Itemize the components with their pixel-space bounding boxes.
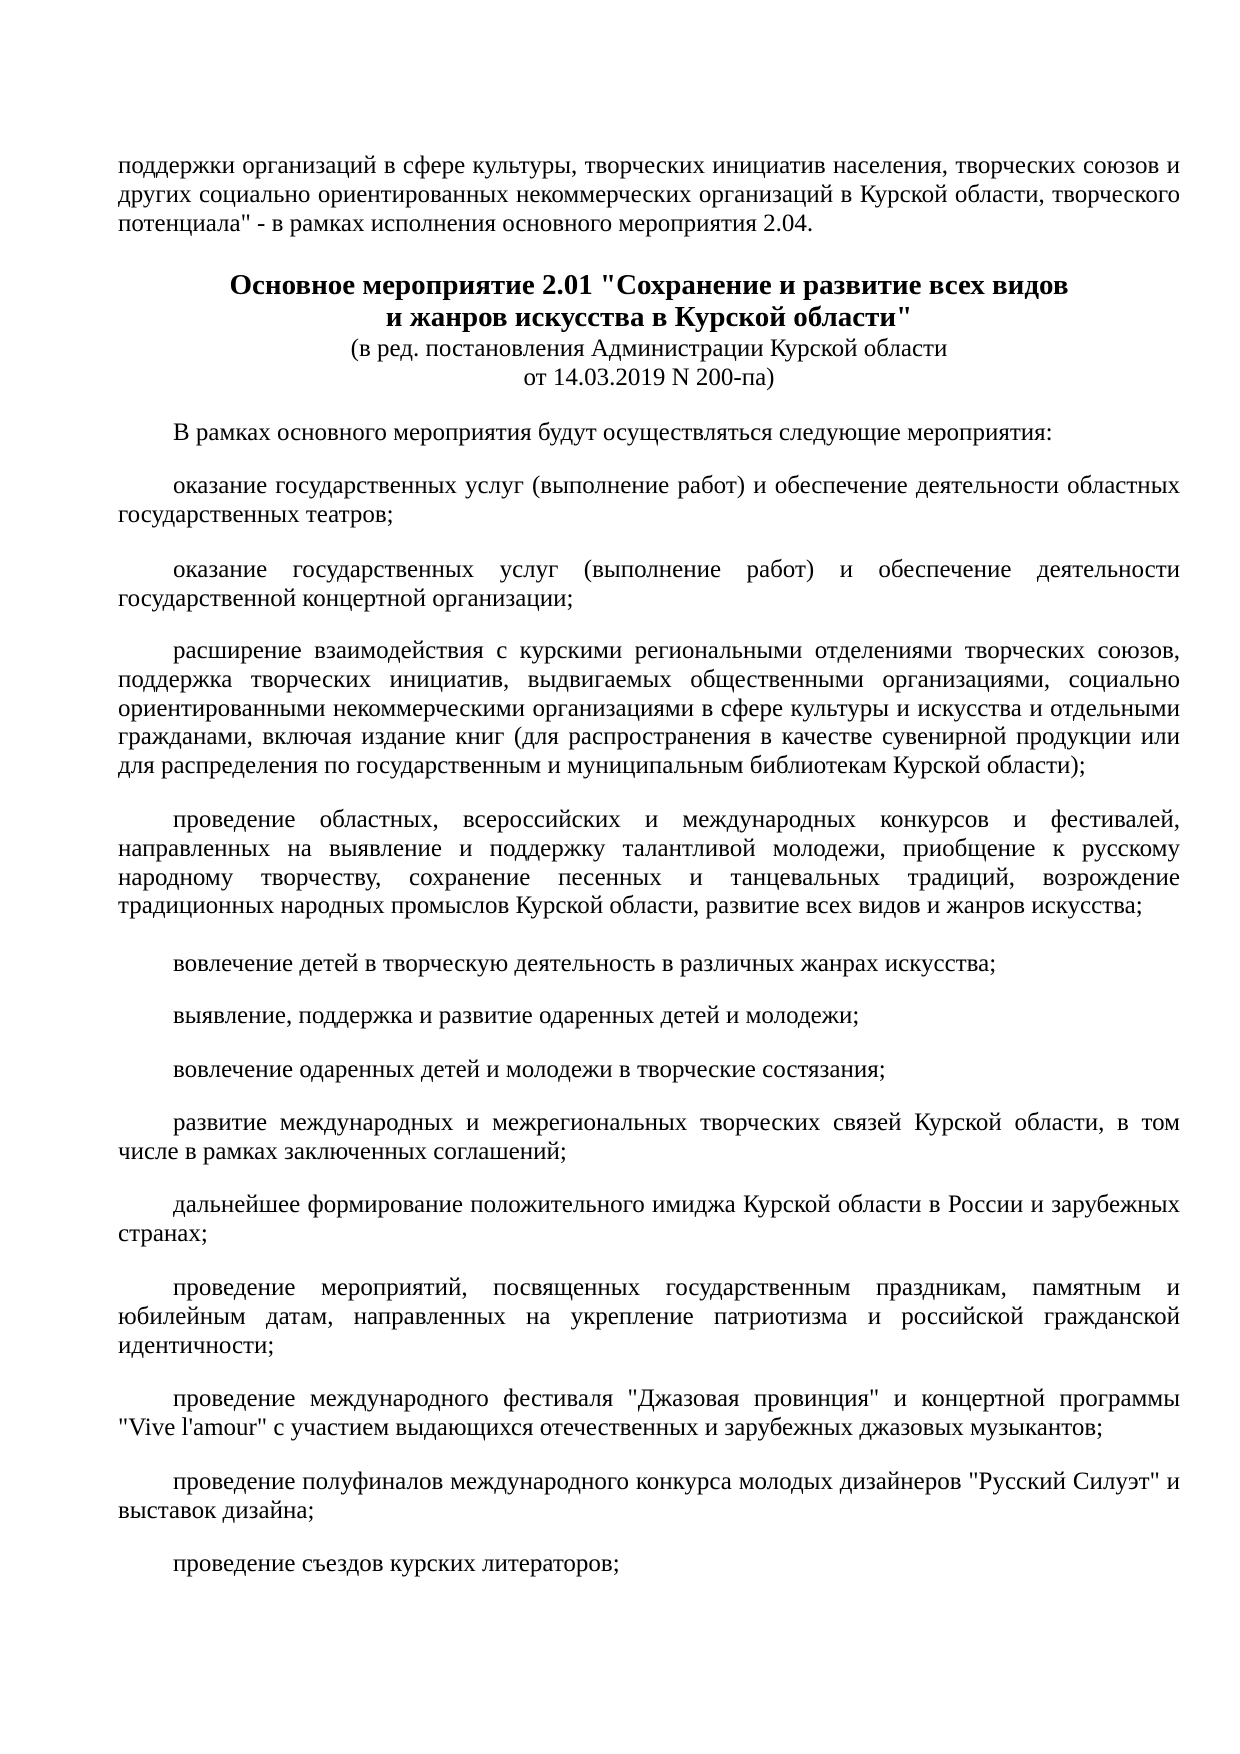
intro-paragraph: поддержки организаций в сфере культуры, творческих инициатив населения, творческих союзов и других социально ориентированных некоммерческих организаций в Курской области, творческого потенциала" - в рамках исполнения основного мероприятия 2.04. [118, 152, 1180, 237]
list-item: проведение международного фестиваля "Джазовая провинция" и концертной программы "Vive l'amour" с участием выдающихся отечественных и зарубежных джазовых музыкантов; [118, 1385, 1180, 1441]
list-item: вовлечение детей в творческую деятельность в различных жанрах искусства; [173, 950, 997, 977]
list-item: проведение полуфиналов международного конкурса молодых дизайнеров "Русский Силуэт" и выставок дизайна; [118, 1468, 1180, 1524]
list-item: оказание государственных услуг (выполнение работ) и обеспечение деятельности государственной концертной организации; [118, 556, 1180, 612]
lead-paragraph: В рамках основного мероприятия будут осуществляться следующие мероприятия: [173, 419, 1053, 446]
list-item: развитие международных и межрегиональных творческих связей Курской области, в том числе в рамках заключенных соглашений; [118, 1109, 1180, 1165]
list-item: вовлечение одаренных детей и молодежи в творческие состязания; [173, 1056, 886, 1083]
list-item: проведение съездов курских литераторов; [173, 1550, 620, 1577]
list-item: проведение мероприятий, посвященных государственным праздникам, памятным и юбилейным датам, направленных на укрепление патриотизма и российской гражданской идентичности; [118, 1274, 1180, 1359]
list-item: расширение взаимодействия с курскими региональными отделениями творческих союзов, поддержка творческих инициатив, выдвигаемых общественными организациями, социально ориентированными некоммерческими организациями в сфере культуры и искусства и отдельными гражданами, включая издание книг (для распространения в качестве сувенирной продукции или для распределения по государственным и муниципальным библиотекам Курской области); [118, 637, 1180, 780]
list-item: выявление, поддержка и развитие одаренных детей и молодежи; [173, 1002, 860, 1029]
section-heading-line-1: Основное мероприятие 2.01 "Сохранение и развитие всех видов [229, 269, 1069, 301]
amendment-note-line-2: от 14.03.2019 N 200-па) [523, 364, 775, 391]
list-item: оказание государственных услуг (выполнение работ) и обеспечение деятельности областных государственных театров; [118, 472, 1180, 528]
section-heading-line-2: и жанров искусства в Курской области" [385, 301, 913, 333]
list-item: дальнейшее формирование положительного имиджа Курской области в России и зарубежных странах; [118, 1191, 1180, 1247]
amendment-note-line-1: (в ред. постановления Администрации Курской области [350, 335, 948, 362]
list-item: проведение областных, всероссийских и международных конкурсов и фестивалей, направленных на выявление и поддержку талантливой молодежи, приобщение к русскому народному творчеству, сохранение песенных и танцевальных традиций, возрождение традиционных народных промыслов Курской области, развитие всех видов и жанров искусства; [118, 806, 1180, 920]
